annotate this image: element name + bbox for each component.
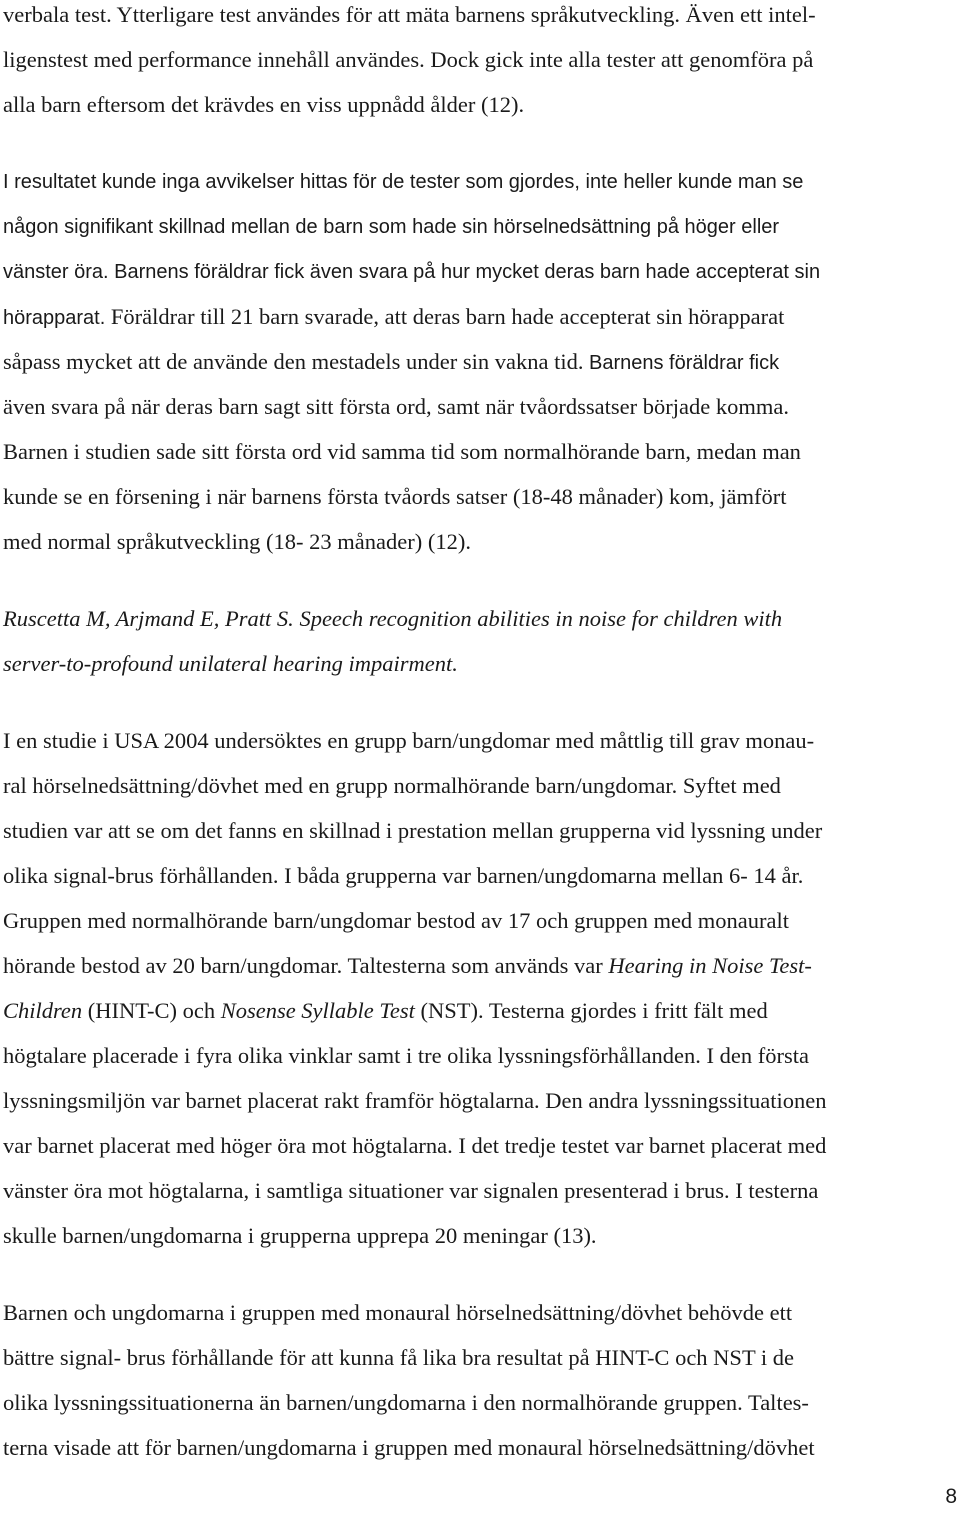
p1-line-2: ligenstest med performance innehåll användes. Dock gick inte alla tester att genomföra på bbox=[3, 47, 814, 72]
p2-line-2: någon signifikant skillnad mellan de barn som hade sin hörselnedsättning på höger eller bbox=[3, 216, 780, 238]
reference-line-1 bbox=[3, 604, 782, 634]
page-number: 8 bbox=[945, 1485, 957, 1508]
p3-italic-hint: Hearing in Noise Test- bbox=[608, 953, 812, 978]
p4-line-3: olika lyssningssituationerna än barnen/ungdomarna i den normalhörande gruppen. Taltes- bbox=[3, 1390, 809, 1415]
p3-italic-children: Children bbox=[3, 998, 83, 1023]
p2-line-1: I resultatet kunde inga avvikelser hittas för de tester som gjordes, inte heller kunde man se bbox=[3, 171, 804, 193]
p4-line-4: terna visade att för barnen/ungdomarna i gruppen med monaural hörselnedsättning/dövhet bbox=[3, 1435, 815, 1460]
p3-line-7-mid-a: (HINT-C) och bbox=[82, 998, 221, 1023]
p3-line-8: högtalare placerade i fyra olika vinklar samt i tre olika lyssningsförhållanden. I den första bbox=[3, 1043, 809, 1068]
p2-line-9: med normal språkutveckling (18- 23 månader) (12). bbox=[3, 529, 471, 554]
p4-line-2: bättre signal- brus förhållande för att kunna få lika bra resultat på HINT-C och NST i de bbox=[3, 1345, 795, 1370]
reference-line-2: server-to-profound unilateral hearing impairment. bbox=[3, 651, 458, 676]
p3-line-6 bbox=[3, 951, 812, 981]
p3-line-2: ral hörselnedsättning/dövhet med en grupp normalhörande barn/ungdomar. Syftet med bbox=[3, 773, 781, 798]
p2-line-3: vänster öra. Barnens föräldrar fick även svara på hur mycket deras barn hade accepterat sin bbox=[3, 261, 821, 283]
reference-title-1: Speech recognition abilities in noise for children with bbox=[293, 606, 783, 631]
p2-line-4-sans: hörapparat. bbox=[3, 307, 106, 329]
p1-line-3: alla barn eftersom det krävdes en viss uppnådd ålder (12). bbox=[3, 92, 525, 117]
p3-line-12: skulle barnen/ungdomarna i grupperna upprepa 20 meningar (13). bbox=[3, 1223, 597, 1248]
p2-line-5-serif: såpass mycket att de använde den mestadels under sin vakna tid. bbox=[3, 349, 584, 374]
p3-line-1: I en studie i USA 2004 undersöktes en grupp barn/ungdomar med måttlig till grav monau- bbox=[3, 728, 815, 753]
p3-line-10: var barnet placerat med höger öra mot högtalarna. I det tredje testet var barnet placerat med bbox=[3, 1133, 827, 1158]
p2-line-5-sans: Barnens föräldrar fick bbox=[583, 352, 780, 374]
p3-line-6-text: hörande bestod av 20 barn/ungdomar. Taltesterna som används var bbox=[3, 953, 609, 978]
p3-line-3: studien var att se om det fanns en skillnad i prestation mellan grupperna vid lyssning under bbox=[3, 818, 823, 843]
p3-line-7 bbox=[3, 996, 768, 1026]
p2-line-5 bbox=[3, 347, 779, 378]
p2-line-6: även svara på när deras barn sagt sitt första ord, samt när tvåordssatser började komma. bbox=[3, 394, 789, 419]
p2-line-4-serif: Föräldrar till 21 barn svarade, att deras barn hade accepterat sin hörapparat bbox=[105, 304, 785, 329]
p3-line-11: vänster öra mot högtalarna, i samtliga situationer var signalen presenterad i brus. I testerna bbox=[3, 1178, 819, 1203]
p3-line-5: Gruppen med normalhörande barn/ungdomar bestod av 17 och gruppen med monauralt bbox=[3, 908, 790, 933]
p2-line-7: Barnen i studien sade sitt första ord vid samma tid som normalhörande barn, medan man bbox=[3, 439, 801, 464]
p4-line-1: Barnen och ungdomarna i gruppen med monaural hörselnedsättning/dövhet behövde ett bbox=[3, 1300, 793, 1325]
p2-line-4 bbox=[3, 302, 784, 333]
p3-line-7-mid-b: (NST). Testerna gjordes i fritt fält med bbox=[414, 998, 768, 1023]
reference-authors: Ruscetta M, Arjmand E, Pratt S. bbox=[3, 606, 294, 631]
p3-line-4: olika signal-brus förhållanden. I båda grupperna var barnen/ungdomarna mellan 6- 14 år. bbox=[3, 863, 804, 888]
p3-italic-nst: Nosense Syllable Test bbox=[220, 998, 415, 1023]
p2-line-8: kunde se en försening i när barnens första tvåords satser (18-48 månader) kom, jämfört bbox=[3, 484, 787, 509]
p3-line-9: lyssningsmiljön var barnet placerat rakt framför högtalarna. Den andra lyssningssituationen bbox=[3, 1088, 827, 1113]
p1-line-1: verbala test. Ytterligare test användes för att mäta barnens språkutveckling. Även ett intel- bbox=[3, 2, 816, 27]
